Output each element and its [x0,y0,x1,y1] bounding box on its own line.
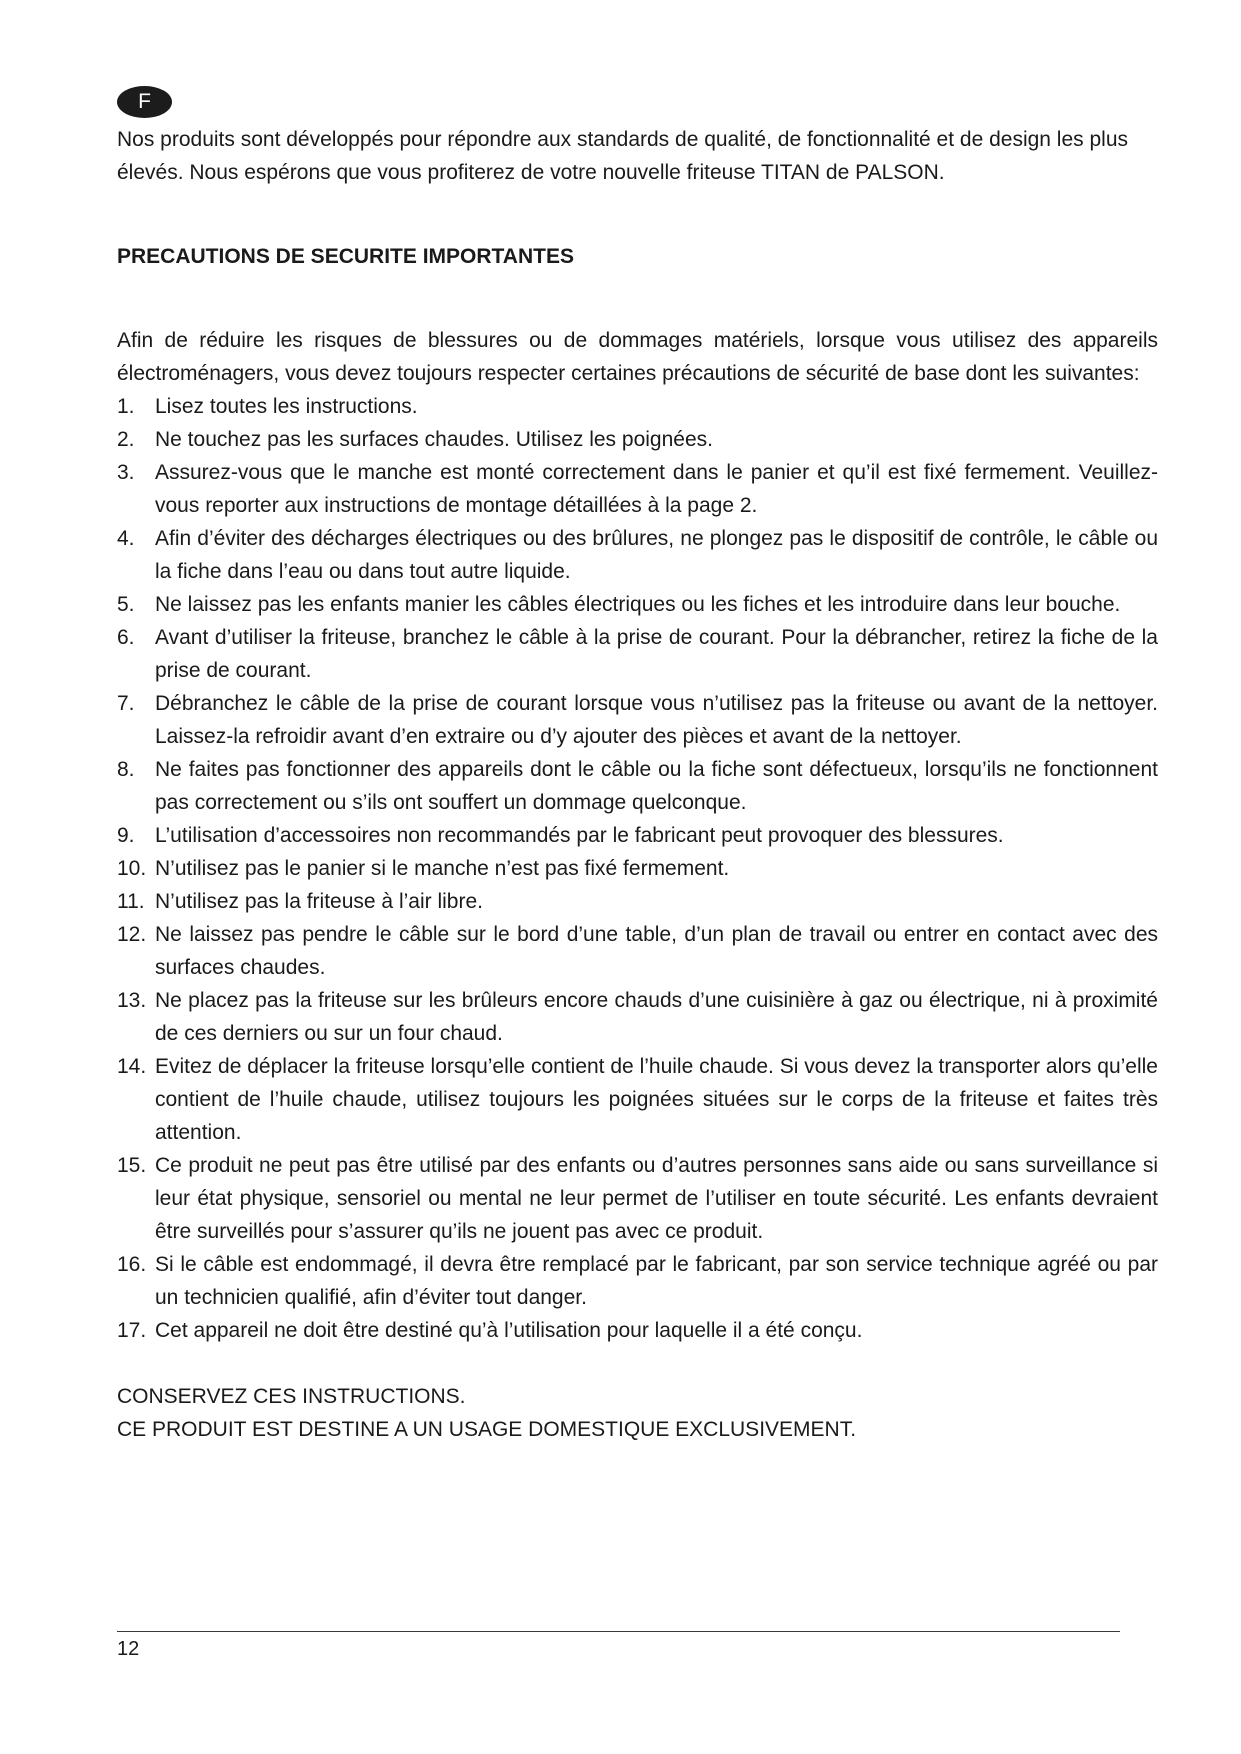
rule-number: 10. [117,857,147,880]
rule-text: Lisez toutes les instructions. [155,395,418,418]
rule-number: 3. [117,461,135,484]
rule-number: 13. [117,989,147,1012]
rule-item [117,1149,1158,1248]
rule-number: 5. [117,593,135,616]
rule-number: 9. [117,824,135,847]
page-number: 12 [117,1638,140,1660]
rule-number: 4. [117,527,135,550]
rule-text: Ne touchez pas les surfaces chaudes. Utilisez les poignées. [155,428,713,451]
lead-paragraph: Afin de réduire les risques de blessures ou de dommages matériels, lorsque vous utilisez des appareils électroménagers, vous devez toujours respecter certaines précautions de sécurité de base dont les suivantes: [117,329,1158,385]
rule-item [117,423,1158,456]
rule-text: N’utilisez pas le panier si le manche n’est pas fixé fermement. [155,857,730,880]
footer-divider [117,1631,1120,1632]
rule-text: Cet appareil ne doit être destiné qu’à l’utilisation pour laquelle il a été conçu. [155,1319,863,1342]
rule-text: Evitez de déplacer la friteuse lorsqu’elle contient de l’huile chaude. Si vous devez la transporter alors qu’elle contient de l’huile chaude, utilisez toujours les poignées situées sur le corps de la friteuse et faites très attention. [155,1055,1158,1144]
intro-paragraph: Nos produits sont développés pour répondre aux standards de qualité, de fonctionnalité et de design les plus élevés. Nous espérons que vous profiterez de votre nouvelle friteuse TITAN de PALSON. [117,128,1129,184]
rule-text: Ce produit ne peut pas être utilisé par des enfants ou d’autres personnes sans aide ou sans surveillance si leur état physique, sensoriel ou mental ne leur permet de l’utiliser en toute sécurité. Les enfants devraient être surveillés pour s’assurer qu’ils ne jouent pas avec ce produit. [155,1154,1158,1243]
section-heading: PRECAUTIONS DE SECURITE IMPORTANTES [117,245,574,268]
rule-item [117,1248,1158,1314]
rule-text: L’utilisation d’accessoires non recommandés par le fabricant peut provoquer des blessures. [155,824,1004,847]
rule-text: Ne laissez pas pendre le câble sur le bord d’une table, d’un plan de travail ou entrer en contact avec des surfaces chaudes. [155,923,1158,979]
page-content [117,123,1158,1446]
rule-number: 7. [117,692,135,715]
rule-number: 8. [117,758,135,781]
rule-text: Débranchez le câble de la prise de courant lorsque vous n’utilisez pas la friteuse ou avant de la nettoyer. Laissez-la refroidir avant d’en extraire ou d’y ajouter des pièces et avant de la nettoyer. [155,692,1158,748]
safety-rules-list [117,390,1158,1347]
rule-text: Ne placez pas la friteuse sur les brûleurs encore chauds d’une cuisinière à gaz ou électrique, ni à proximité de ces derniers ou sur un four chaud. [155,989,1158,1045]
rule-item [117,456,1158,522]
rule-item [117,1314,1158,1347]
rule-number: 16. [117,1253,147,1276]
rule-text: Ne laissez pas les enfants manier les câbles électriques ou les fiches et les introduire dans leur bouche. [155,593,1121,616]
rule-text: Avant d’utiliser la friteuse, branchez le câble à la prise de courant. Pour la débrancher, retirez la fiche de la prise de courant. [155,626,1158,682]
rule-text: Si le câble est endommagé, il devra être remplacé par le fabricant, par son service technique agréé ou par un technicien qualifié, afin d’éviter tout danger. [155,1253,1158,1309]
rule-text: Afin d’éviter des décharges électriques ou des brûlures, ne plongez pas le dispositif de contrôle, le câble ou la fiche dans l’eau ou dans tout autre liquide. [155,527,1158,583]
closing-line-keep: CONSERVEZ CES INSTRUCTIONS. [117,1385,466,1408]
closing-line-domestic: CE PRODUIT EST DESTINE A UN USAGE DOMESTIQUE EXCLUSIVEMENT. [117,1418,857,1441]
rule-item [117,753,1158,819]
language-badge: F [117,86,172,118]
rule-text: Ne faites pas fonctionner des appareils dont le câble ou la fiche sont défectueux, lorsqu’ils ne fonctionnent pas correctement ou s’ils ont souffert un dommage quelconque. [155,758,1158,814]
rule-text: N’utilisez pas la friteuse à l’air libre. [155,890,483,913]
rule-item [117,390,1158,423]
rule-number: 15. [117,1154,147,1177]
rule-number: 1. [117,395,135,418]
rule-number: 2. [117,428,135,451]
rule-item [117,819,1158,852]
rule-number: 17. [117,1319,147,1342]
rule-item [117,885,1158,918]
rule-item [117,621,1158,687]
rule-item [117,852,1158,885]
rule-item [117,522,1158,588]
rule-text: Assurez-vous que le manche est monté correctement dans le panier et qu’il est fixé fermement. Veuillez-vous reporter aux instructions de montage détaillées à la page 2. [155,461,1158,517]
rule-item [117,984,1158,1050]
rule-item [117,588,1158,621]
rule-number: 11. [117,890,145,913]
rule-item [117,1050,1158,1149]
rule-number: 12. [117,923,147,946]
rule-number: 6. [117,626,135,649]
rule-item [117,687,1158,753]
rule-item [117,918,1158,984]
rule-number: 14. [117,1055,147,1078]
